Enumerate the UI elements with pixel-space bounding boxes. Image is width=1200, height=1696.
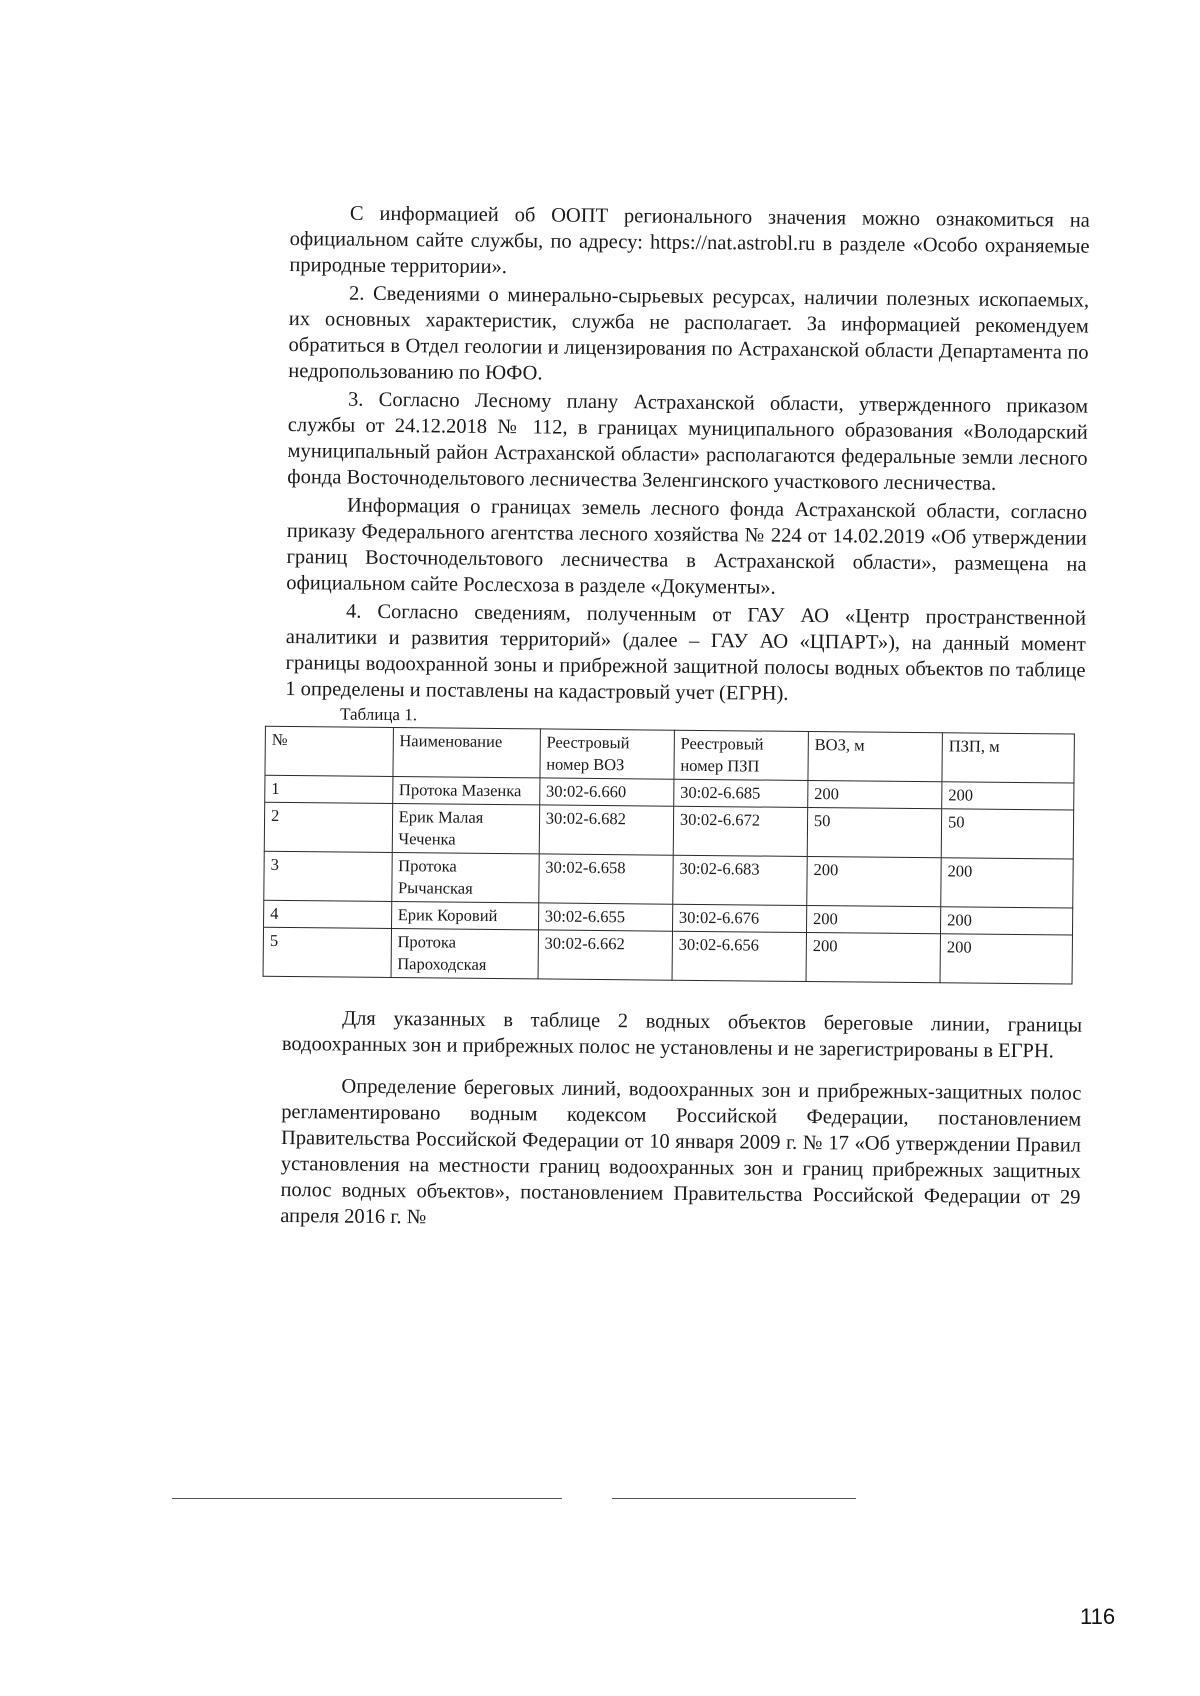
document-body (269, 200, 1090, 1237)
footnote-separator-line (172, 1498, 562, 1499)
paragraph-forest-borders: Информация о границах земель лесного фонда Астраханской области, согласно приказу Федерального агентства лесного хозяйства № 224 от 14.02.2019 «Об утверждении границ Восточнодельтового лесничества в Астраханской области», размещена на официальном сайте Рослесхоза в разделе «Документы». (286, 494, 1088, 599)
paragraph-oopt: С информацией об ООПТ регионального значения можно ознакомиться на официальном сайте службы, по адресу: https://nat.astrobl.ru в разделе «Особо охраняемые природные территории». (289, 202, 1090, 279)
header-pzp-width: ПЗП, м (942, 733, 1074, 783)
cell-pzp-width: 50 (941, 809, 1073, 859)
cell-voz-width: 200 (808, 780, 942, 808)
cell-number: 2 (264, 802, 392, 852)
cell-voz-registry: 30:02-6.660 (539, 778, 673, 806)
footnote-separator-line (612, 1498, 856, 1499)
table-header-row (265, 726, 1074, 783)
text-after-table (280, 1005, 1082, 1237)
cell-pzp-width: 200 (942, 782, 1074, 810)
paragraph-regulation: Определение береговых линий, водоохранных зон и прибрежных-защитных полос регламентировано водным кодексом Российской Федерации, постановлением Правительства Российской Федерации от 10 января 2009 г. № 17 «Об утверждении Правил установления на местности границ водоохранных зон и границ прибрежных защитных полос водных объектов», постановлением Правительства Российской Федерации от 29 апреля 2016 г. № (280, 1075, 1082, 1229)
paragraph-mineral-resources: 2. Сведениями о минерально-сырьевых ресурсах, наличии полезных ископаемых, их основных характеристик, служба не располагает. За информацией рекомендуем обратиться в Отдел геологии и лицензирования по Астраханской области Департамента по недропользованию по ЮФО. (288, 282, 1090, 385)
cell-name: Протока Рычанская (391, 853, 539, 903)
cell-name: Ерик Коровий (391, 902, 538, 930)
cell-name: Ерик Малая Чеченка (392, 804, 540, 854)
header-number: № (265, 726, 393, 776)
cell-name: Протока Мазенка (392, 777, 539, 805)
table-caption: Таблица 1. (339, 704, 418, 725)
cell-voz-registry: 30:02-6.682 (539, 805, 674, 855)
cell-voz-width: 50 (807, 807, 942, 857)
cell-voz-width: 200 (806, 932, 941, 982)
cell-pzp-width: 200 (940, 934, 1072, 984)
paragraph-table2-note: Для указанных в таблице 2 водных объектов береговые линии, границы водоохранных зон и прибрежных полос не установлены и не зарегистрированы в ЕГРН. (281, 1007, 1083, 1063)
water-objects-table (263, 726, 1075, 985)
cell-number: 5 (263, 927, 391, 977)
cell-pzp-registry: 30:02-6.676 (672, 904, 806, 932)
paragraph-cpart: 4. Согласно сведениям, полученным от ГАУ АО «Центр пространственной аналитики и развития территорий» (далее – ГАУ АО «ЦПАРТ»), на данный момент границы водоохранной зоны и прибрежной защитной полосы водных объектов по таблице 1 определены и поставлены на кадастровый учет (ЕГРН). (285, 600, 1087, 705)
cell-pzp-registry: 30:02-6.656 (672, 931, 807, 981)
cell-voz-width: 200 (806, 905, 940, 933)
cell-pzp-registry: 30:02-6.685 (673, 779, 807, 807)
cell-name: Протока Пароходская (391, 929, 539, 979)
table-row (263, 927, 1072, 984)
cell-pzp-registry: 30:02-6.672 (673, 806, 808, 856)
cell-pzp-registry: 30:02-6.683 (673, 855, 808, 905)
header-voz-registry: Реестровый номер ВОЗ (540, 729, 675, 779)
header-name: Наименование (393, 728, 541, 778)
cell-voz-registry: 30:02-6.662 (538, 930, 673, 980)
cell-number: 1 (265, 775, 393, 803)
table-row (264, 802, 1073, 859)
table-row (264, 851, 1073, 908)
cell-pzp-width: 200 (941, 907, 1073, 935)
header-pzp-registry: Реестровый номер ПЗП (674, 730, 809, 780)
cell-voz-registry: 30:02-6.658 (538, 854, 673, 904)
page-number: 116 (1080, 1604, 1116, 1629)
cell-voz-registry: 30:02-6.655 (538, 903, 672, 931)
cell-number: 3 (264, 851, 392, 901)
cell-voz-width: 200 (807, 856, 942, 906)
header-voz-width: ВОЗ, м (808, 732, 943, 782)
cell-pzp-width: 200 (941, 858, 1073, 908)
paragraph-forest-plan: 3. Согласно Лесному плану Астраханской области, утвержденного приказом службы от 24.12.2018 № 112, в границах муниципального образования «Володарский муниципальный район Астраханской области» располагаются федеральные земли лесного фонда Восточнодельтового лесничества Зеленгинского участкового лесничества. (287, 388, 1089, 495)
cell-number: 4 (264, 900, 392, 928)
